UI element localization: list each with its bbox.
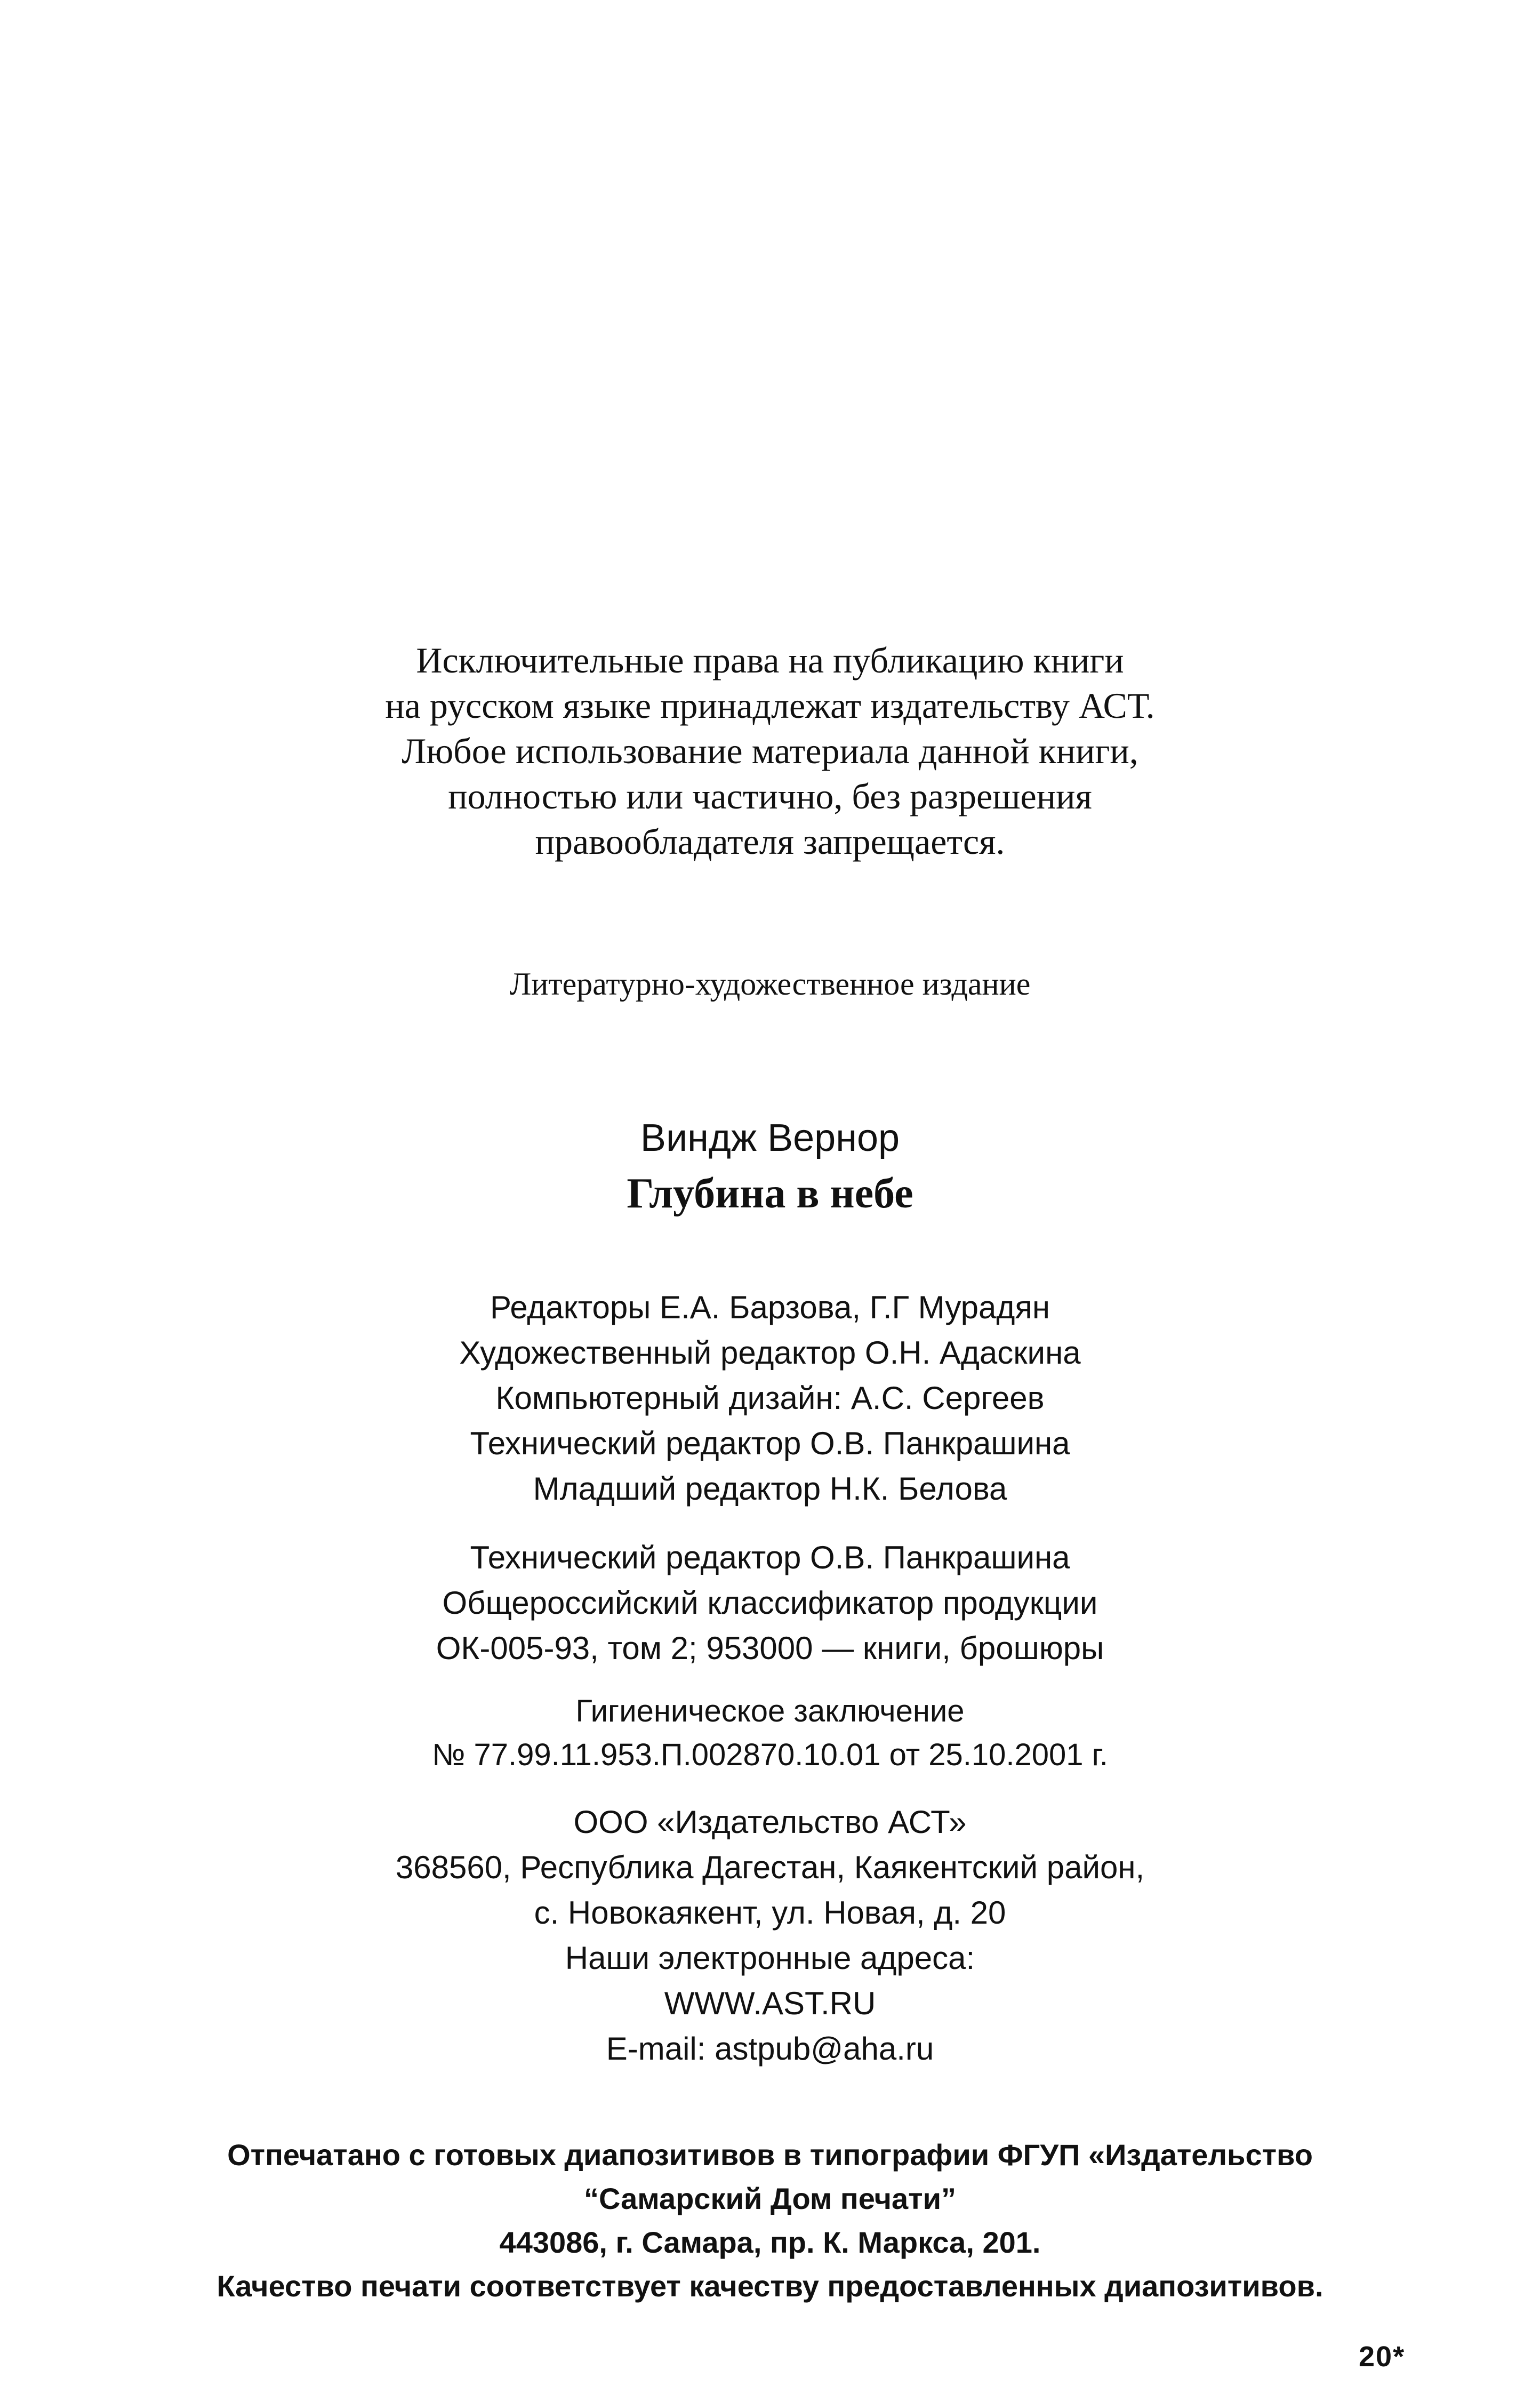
classifier-line: Технический редактор О.В. Панкрашина xyxy=(470,1540,1070,1575)
credit-line: Компьютерный дизайн: А.С. Сергеев xyxy=(495,1380,1045,1416)
product-classifier xyxy=(0,1535,1540,1671)
publisher-line: 368560, Республика Дагестан, Каякентский район, xyxy=(395,1849,1145,1885)
rights-notice-line: полностью или частично, без разрешения xyxy=(448,776,1092,816)
rights-notice-line: на русском языке принадлежат издательству АСТ. xyxy=(385,685,1155,726)
book-author: Виндж Вернор xyxy=(640,1117,900,1159)
book-title: Глубина в небе xyxy=(627,1170,913,1217)
classifier-line: Общероссийский классификатор продукции xyxy=(442,1585,1098,1621)
publisher-line: ООО «Издательство АСТ» xyxy=(573,1804,967,1840)
signature-mark: 20* xyxy=(1359,2341,1406,2373)
hygiene-line: Гигиеническое заключение xyxy=(575,1694,965,1728)
credit-line: Младший редактор Н.К. Белова xyxy=(533,1471,1007,1507)
printer-line: “Самарский Дом печати” xyxy=(583,2182,956,2215)
rights-notice xyxy=(0,638,1540,864)
rights-notice-line: правообладателя запрещается. xyxy=(535,821,1005,862)
rights-notice-line: Исключительные права на публикацию книги xyxy=(416,640,1124,680)
classifier-line: ОК-005-93, том 2; 953000 — книги, брошюры xyxy=(436,1630,1104,1666)
publisher-info xyxy=(0,1799,1540,2071)
credit-line: Редакторы Е.А. Барзова, Г.Г Мурадян xyxy=(490,1290,1050,1325)
publisher-line: Наши электронные адреса: xyxy=(565,1940,975,1976)
printer-line: 443086, г. Самара, пр. К. Маркса, 201. xyxy=(499,2225,1041,2259)
editorial-credits xyxy=(0,1285,1540,1511)
publisher-email: E-mail: astpub@aha.ru xyxy=(606,2031,934,2067)
printer-line: Отпечатано с готовых диапозитивов в типографии ФГУП «Издательство xyxy=(227,2138,1313,2172)
printer-line: Качество печати соответствует качеству предоставленных диапозитивов. xyxy=(216,2269,1324,2303)
publisher-website: WWW.AST.RU xyxy=(664,1985,876,2021)
credit-line: Технический редактор О.В. Панкрашина xyxy=(470,1426,1070,1461)
printer-info xyxy=(0,2133,1540,2308)
edition-type: Литературно-художественное издание xyxy=(509,966,1031,1002)
credit-line: Художественный редактор О.Н. Адаскина xyxy=(459,1335,1081,1371)
hygiene-line: № 77.99.11.953.П.002870.10.01 от 25.10.2001 г. xyxy=(432,1738,1108,1772)
hygiene-certificate xyxy=(0,1690,1540,1777)
publisher-line: с. Новокаякент, ул. Новая, д. 20 xyxy=(534,1895,1006,1931)
rights-notice-line: Любое использование материала данной книги, xyxy=(402,731,1138,771)
